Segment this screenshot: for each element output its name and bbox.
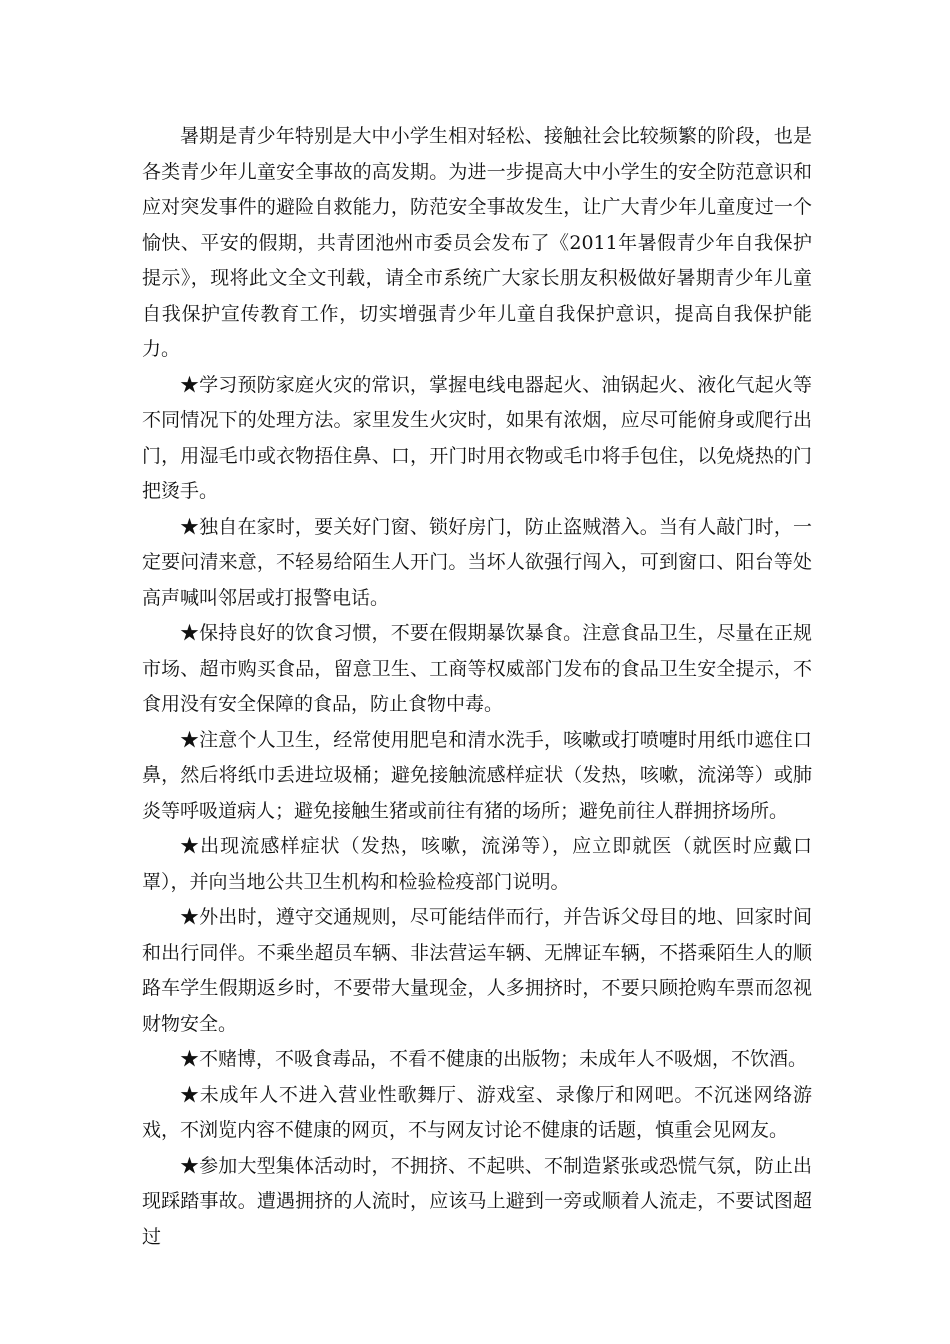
paragraph-flu-symptoms: ★出现流感样症状（发热，咳嗽，流涕等），应立即就医（就医时应戴口罩），并向当地公共卫生机构和检验检疫部门说明。 [142,835,812,893]
paragraph-home-alone: ★独自在家时，要关好门窗、锁好房门，防止盗贼潜入。当有人敲门时，一定要问清来意，不轻易给陌生人开门。当坏人欲强行闯入，可到窗口、阳台等处高声喊叫邻居或打报警电话。 [142,515,812,609]
paragraph-hygiene: ★注意个人卫生，经常使用肥皂和清水洗手，咳嗽或打喷嚏时用纸巾遮住口鼻，然后将纸巾丢进垃圾桶；避免接触流感样症状（发热，咳嗽，流涕等）或肺炎等呼吸道病人；避免接触生猪或前往有猪的场所；避免前往人群拥挤场所。 [142,728,812,822]
paragraph-crowd-safety: ★参加大型集体活动时，不拥挤、不起哄、不制造紧张或恐慌气氛，防止出现踩踏事故。遭遇拥挤的人流时，应该马上避到一旁或顺着人流走，不要试图超过 [142,1154,812,1248]
paragraph-food-safety: ★保持良好的饮食习惯，不要在假期暴饮暴食。注意食品卫生，尽量在正规市场、超市购买食品，留意卫生、工商等权威部门发布的食品卫生安全提示，不食用没有安全保障的食品，防止食物中毒。 [142,622,812,715]
paragraph-travel-safety: ★外出时，遵守交通规则，尽可能结伴而行，并告诉父母目的地、回家时间和出行同伴。不乘坐超员车辆、非法营运车辆、无牌证车辆，不搭乘陌生人的顺路车学生假期返乡时，不要带大量现金，人多拥挤时，不要只顾抢购车票而忽视财物安全。 [142,906,812,1035]
paragraph-no-gambling: ★不赌博，不吸食毒品，不看不健康的出版物；未成年人不吸烟，不饮酒。 [180,1048,808,1070]
document-body [142,119,812,1255]
paragraph-intro: 暑期是青少年特别是大中小学生相对轻松、接触社会比较频繁的阶段，也是各类青少年儿童安全事故的高发期。为进一步提高大中小学生的安全防范意识和应对突发事件的避险自救能力，防范安全事故发生，让广大青少年儿童度过一个愉快、平安的假期，共青团池州市委员会发布了《2011年暑假青少年自我保护提示》，现将此文全文刊载，请全市系统广大家长朋友积极做好暑期青少年儿童自我保护宣传教育工作，切实增强青少年儿童自我保护意识，提高自我保护能力。 [142,125,812,360]
paragraph-internet-cafe: ★未成年人不进入营业性歌舞厅、游戏室、录像厅和网吧。不沉迷网络游戏，不浏览内容不健康的网页，不与网友讨论不健康的话题，慎重会见网友。 [142,1083,812,1141]
paragraph-fire-safety: ★学习预防家庭火灾的常识，掌握电线电器起火、油锅起火、液化气起火等不同情况下的处理方法。家里发生火灾时，如果有浓烟，应尽可能俯身或爬行出门，用湿毛巾或衣物捂住鼻、口，开门时用衣物或毛巾将手包住，以免烧热的门把烫手。 [142,373,812,502]
